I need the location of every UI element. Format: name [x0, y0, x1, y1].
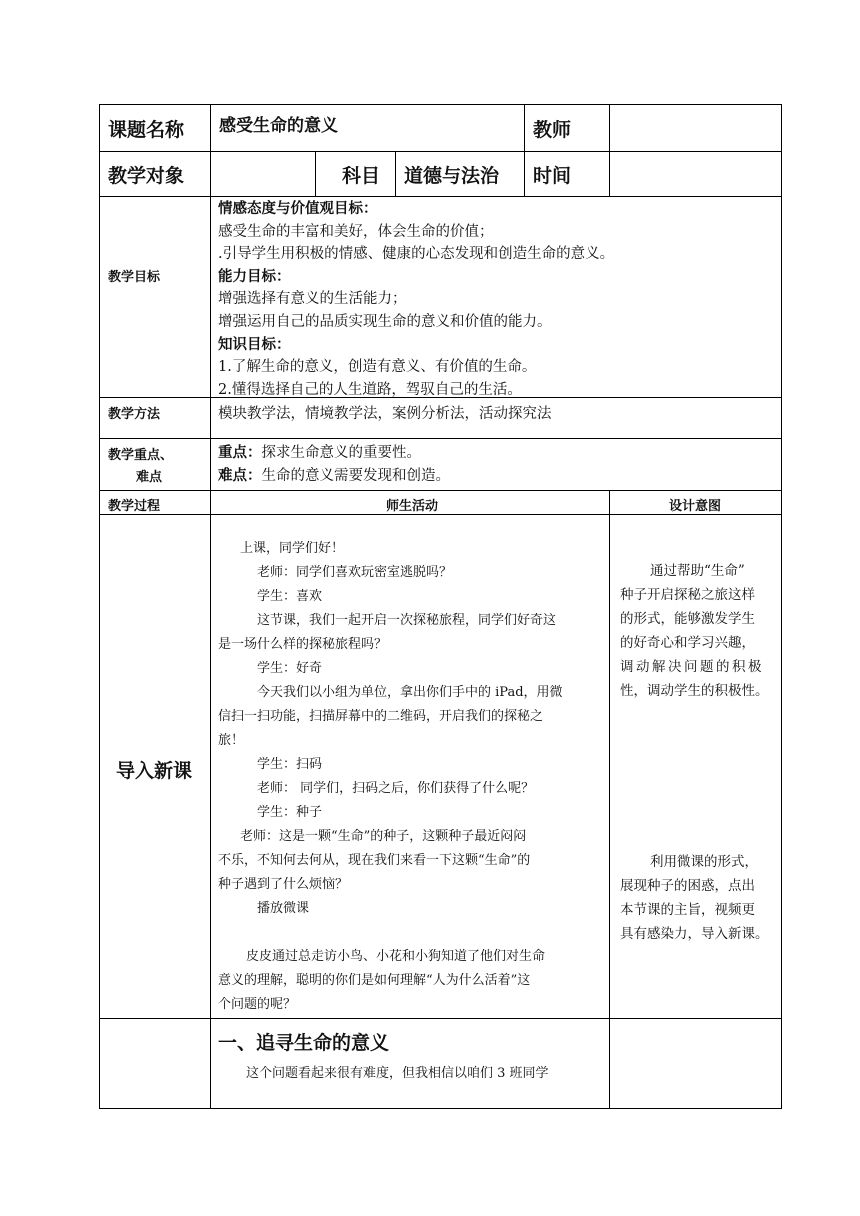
- activity-line: 这节课，我们一起开启一次探秘旅程，同学们好奇这: [257, 613, 557, 628]
- rule: [609, 490, 610, 1109]
- intro-label: 导入新课: [116, 760, 193, 782]
- topic-label: 课题名称: [108, 119, 185, 141]
- activity-line: 学生：好奇: [257, 661, 323, 676]
- audience-label: 教学对象: [108, 165, 185, 187]
- process-col1: 教学过程: [108, 499, 161, 514]
- intent-line: 的好奇心和学习兴趣，: [620, 635, 755, 651]
- ability-line-2: 增强运用自己的品质实现生命的意义和价值的能力。: [218, 313, 552, 330]
- activity-line: 播放微课: [257, 901, 310, 916]
- intent-line: 具有感染力，导入新课。: [620, 926, 769, 942]
- rule: [99, 151, 782, 152]
- rule: [99, 1018, 782, 1019]
- key-points-label-line1: 教学重点、: [108, 448, 174, 463]
- intent-line: 性，调动学生的积极性。: [620, 683, 769, 699]
- intent-line: 通过帮助“生命”: [650, 563, 745, 579]
- methods-label: 教学方法: [108, 407, 161, 422]
- rule: [609, 104, 610, 197]
- rule: [781, 104, 782, 1109]
- subject-label: 科目: [342, 165, 381, 187]
- emotion-title: 情感态度与价值观目标：: [218, 200, 378, 217]
- rule: [99, 490, 782, 491]
- focus-label: 重点：: [218, 444, 262, 461]
- rule: [99, 1108, 782, 1109]
- key-points-label-line2: 难点: [136, 470, 163, 485]
- rule: [99, 438, 782, 439]
- activity-line: 意义的理解，聪明的你们是如何理解“人为什么活着”这: [218, 973, 531, 988]
- focus-value: 探求生命意义的重要性。: [261, 445, 421, 461]
- knowledge-title: 知识目标：: [218, 335, 291, 353]
- emotion-line-1: 感受生命的丰富和美好，体会生命的价值；: [218, 223, 494, 240]
- difficulty-value: 生命的意义需要发现和创造。: [261, 467, 450, 484]
- knowledge-line-2: 2.懂得选择自己的人生道路，驾驭自己的生活。: [218, 381, 522, 398]
- topic-value: 感受生命的意义: [219, 116, 338, 136]
- section-one-title: 一、追寻生命的意义: [218, 1032, 390, 1054]
- lesson-plan-table: [99, 104, 782, 1109]
- activity-line: 皮皮通过总走访小鸟、小花和小狗知道了他们对生命: [246, 949, 546, 964]
- intent-line: 利用微课的形式，: [650, 854, 758, 870]
- ability-title: 能力目标：: [218, 267, 291, 285]
- objectives-content: [218, 198, 614, 401]
- activity-line: 老师：同学们喜欢玩密室逃脱吗？: [257, 565, 453, 580]
- intent-line: 种子开启探秘之旅这样: [620, 587, 755, 603]
- intent-line: 展现种子的困惑，点出: [620, 878, 755, 894]
- activity-line: 学生：扫码: [257, 757, 323, 772]
- rule: [210, 104, 211, 1109]
- activity-line: 是一场什么样的探秘旅程吗？: [218, 637, 388, 652]
- rule: [99, 104, 782, 105]
- activity-line: 老师： 同学们，扫码之后，你们获得了什么呢？: [257, 781, 535, 796]
- methods-value: 模块教学法，情境教学法，案例分析法，活动探究法: [218, 406, 552, 422]
- activity-line: 学生：种子: [257, 805, 323, 820]
- activity-line: 老师：这是一颗“生命”的种子，这颗种子最近闷闷: [240, 829, 527, 844]
- knowledge-line-1: 1.了解生命的意义，创造有意义、有价值的生命。: [218, 359, 537, 376]
- teacher-label: 教师: [533, 119, 572, 141]
- process-col2: 师生活动: [386, 499, 439, 514]
- rule: [99, 104, 100, 1109]
- emotion-line-2: .引导学生用积极的情感、健康的心态发现和创造生命的意义。: [218, 246, 615, 263]
- subject-value: 道德与法治: [404, 165, 500, 187]
- rule: [395, 151, 396, 197]
- key-points-content: [218, 442, 450, 487]
- intent-line: 调动解决问题的积极: [620, 659, 764, 675]
- difficulty-label: 难点：: [218, 466, 262, 484]
- intent-line: 的形式，能够激发学生: [620, 611, 755, 627]
- activity-line: 不乐，不知何去何从，现在我们来看一下这颗“生命”的: [218, 853, 531, 868]
- ability-line-1: 增强选择有意义的生活能力；: [218, 291, 407, 308]
- activity-line: 今天我们以小组为单位，拿出你们手中的 iPad，用微: [257, 685, 563, 700]
- process-col3: 设计意图: [669, 499, 722, 514]
- activity-line: 学生：喜欢: [257, 589, 323, 604]
- activity-line: 信扫一扫功能，扫描屏幕中的二维码，开启我们的探秘之: [218, 709, 544, 724]
- rule: [99, 514, 782, 515]
- activity-line: 种子遇到了什么烦恼？: [218, 877, 349, 892]
- rule: [524, 104, 525, 197]
- section-one-line: 这个问题看起来很有难度，但我相信以咱们 3 班同学: [246, 1066, 549, 1081]
- objectives-label: 教学目标: [108, 270, 161, 285]
- activity-line: 旅！: [218, 733, 245, 748]
- rule: [99, 196, 782, 197]
- activity-line: 个问题的呢？: [218, 997, 297, 1012]
- activity-line: 上课，同学们好！: [240, 541, 345, 556]
- intent-line: 本节课的主旨，视频更: [620, 902, 755, 918]
- time-label: 时间: [533, 165, 572, 187]
- rule: [315, 151, 316, 197]
